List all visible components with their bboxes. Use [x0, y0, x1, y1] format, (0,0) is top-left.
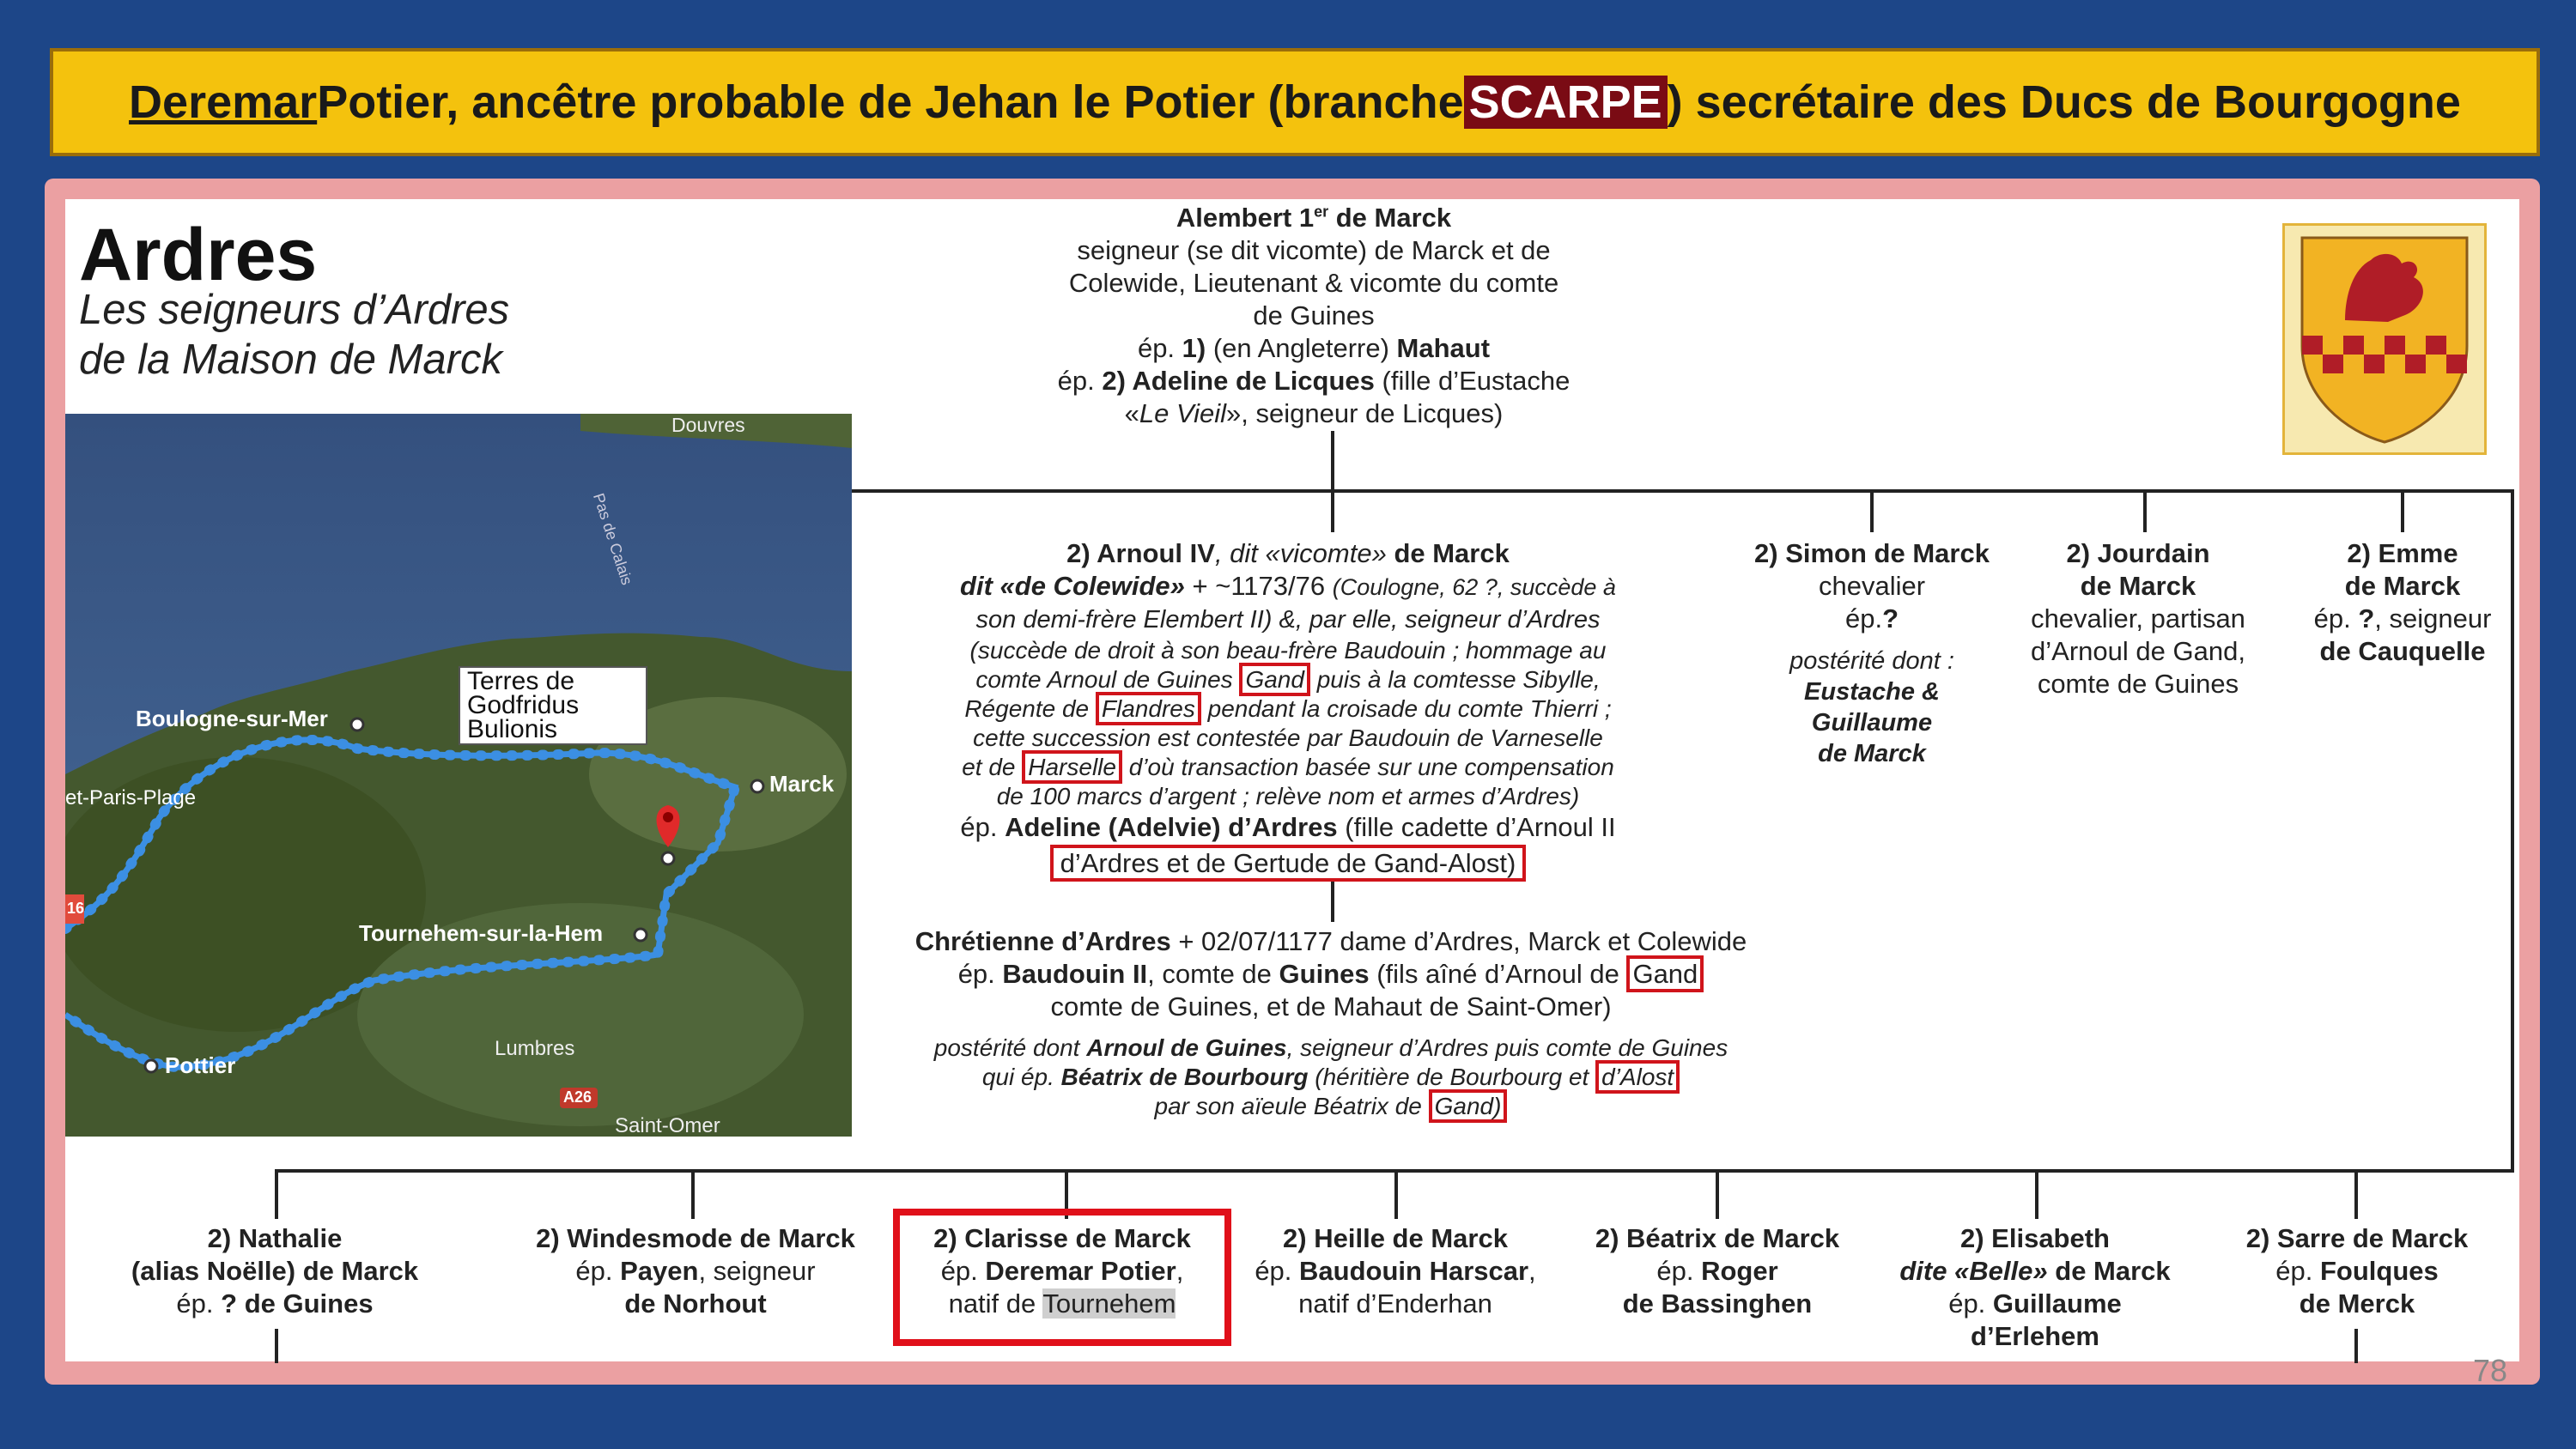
child-l2-pre: ép.: [575, 1256, 621, 1286]
tree-line: [1331, 489, 1334, 532]
map-label-douvres: Douvres: [671, 414, 745, 436]
emme-line-2: de Cauquelle: [2319, 636, 2486, 666]
child-l2-b: Roger: [1701, 1256, 1778, 1286]
child-l3-highlight: Tournehem: [1042, 1288, 1176, 1319]
alembert-line-3: de Guines: [1253, 300, 1375, 331]
child-name: 2) Nathalie: [207, 1223, 343, 1253]
chretienne-p2-b: Béatrix de Bourbourg: [1060, 1064, 1309, 1090]
coat-of-arms-icon: [2285, 226, 2484, 452]
arnoul-name-end: de Marck: [1386, 538, 1510, 568]
tree-line: [1331, 881, 1334, 922]
simon-posterity-3: Guillaume: [1811, 709, 1933, 737]
banner-highlight: SCARPE: [1464, 76, 1668, 129]
tree-line: [2035, 1169, 2038, 1219]
arnoul-line-3: son demi-frère Elembert II) &, par elle, seigneur d’Ardres: [975, 606, 1601, 634]
banner-text-post: ) secrétaire des Ducs de Bourgogne: [1667, 76, 2461, 128]
alembert-m2-l2-pre: «: [1124, 398, 1139, 429]
child-name: 2) Clarisse de Marck: [933, 1223, 1191, 1253]
chretienne-p2-pre: qui ép.: [981, 1064, 1061, 1090]
child-elisabeth: [1880, 1222, 2190, 1353]
child-l2-post: ,: [1176, 1256, 1184, 1286]
child-name: 2) Sarre de Marck: [2245, 1223, 2469, 1253]
coat-of-arms: [2282, 223, 2487, 455]
arnoul-colewide: dit «de Colewide»: [960, 571, 1185, 601]
child-name: 2) Béatrix de Marck: [1595, 1223, 1840, 1253]
tree-line: [2401, 489, 2404, 532]
arnoul-l5-pre: comte Arnoul de Guines: [975, 666, 1240, 693]
child-l2-b: Baudouin Harscar: [1299, 1256, 1529, 1286]
child-l2-bi: dite «Belle»: [1899, 1256, 2048, 1286]
person-chretienne: [859, 925, 1803, 1121]
child-name: 2) Windesmode de Marck: [536, 1223, 855, 1253]
satellite-map: [65, 414, 852, 1137]
child-windesmode: [507, 1222, 884, 1320]
arnoul-line-4: (succède de droit à son beau-frère Baudouin ; hommage au: [969, 637, 1607, 664]
map-label-boulogne: Boulogne-sur-Mer: [136, 706, 328, 731]
alembert-m2-name: 2) Adeline de Licques: [1102, 366, 1375, 397]
map-label-pottier: Pottier: [165, 1052, 236, 1078]
child-line-2: (alias Noëlle) de Marck: [131, 1256, 419, 1286]
arnoul-name: 2) Arnoul IV: [1066, 538, 1215, 568]
map-label-saint-omer: Saint-Omer: [615, 1114, 720, 1137]
child-l3-b: ? de Guines: [221, 1288, 374, 1319]
child-l2-b: Payen: [620, 1256, 699, 1286]
map-label-paris-plage: et-Paris-Plage: [65, 786, 197, 809]
simon-posterity: postérité dont :: [1789, 647, 1954, 675]
simon-posterity-2: Eustache &: [1804, 678, 1940, 706]
slide-title-banner: [50, 48, 2540, 156]
simon-name: 2) Simon de Marck: [1754, 538, 1990, 568]
alembert-name-end: de Marck: [1328, 203, 1452, 233]
alembert-line-2: Colewide, Lieutenant & vicomte du comte: [1068, 268, 1559, 299]
alembert-m1-mid: (en Angleterre): [1206, 333, 1397, 364]
arnoul-m1-post: (fille cadette d’Arnoul II: [1337, 812, 1616, 842]
banner-underlined-name: Deremar: [129, 76, 318, 128]
simon-l3-b: ?: [1882, 603, 1899, 634]
chretienne-l2-b2: Guines: [1279, 959, 1370, 989]
chretienne-p3-pre: par son aïeule Béatrix de: [1154, 1093, 1429, 1119]
emme-l1-post: , seigneur: [2374, 603, 2492, 634]
child-l2-pre: ép.: [1656, 1256, 1702, 1286]
tree-line: [1870, 489, 1874, 532]
arnoul-line-7: cette succession est contestée par Baudouin de Varneselle: [973, 724, 1603, 751]
jourdain-line-1: chevalier, partisan: [2031, 603, 2245, 634]
arnoul-l5-post: puis à la comtesse Sibylle,: [1309, 666, 1601, 693]
chretienne-p1-b: Arnoul de Guines: [1086, 1034, 1287, 1061]
person-emme: [2282, 537, 2523, 668]
alembert-m1-num: 1): [1182, 333, 1206, 364]
child-l2-pre: ép.: [2275, 1256, 2320, 1286]
jourdain-name-2: de Marck: [2080, 571, 2196, 601]
banner-text-pre: Potier, ancêtre probable de Jehan le Potier (branche: [317, 76, 1464, 128]
tree-line: [852, 489, 2514, 493]
child-clarisse: [902, 1222, 1223, 1320]
child-line-3: natif d’Enderhan: [1298, 1288, 1492, 1319]
arnoul-l8-pre: et de: [962, 754, 1023, 780]
emme-name-2: de Marck: [2344, 571, 2461, 601]
tree-line: [1394, 1169, 1398, 1219]
arnoul-line-9: de 100 marcs d’argent ; relève nom et armes d’Ardres): [996, 783, 1580, 809]
child-l3-b: Guillaume: [1992, 1288, 2122, 1319]
page-subtitle: [79, 285, 509, 385]
child-l3-pre: natif de: [948, 1288, 1043, 1319]
map-label-pas-de-calais: Pas de Calais: [589, 491, 636, 587]
arnoul-death: + ~1173/76: [1184, 571, 1333, 601]
child-heille: [1236, 1222, 1554, 1320]
child-l3-pre: ép.: [1948, 1288, 1993, 1319]
page-number: 78: [2473, 1353, 2508, 1388]
emme-name-1: 2) Emme: [2347, 538, 2458, 568]
arnoul-l5-box: Gand: [1239, 663, 1310, 696]
person-alembert: [927, 196, 1700, 430]
person-arnoul: [859, 537, 1717, 880]
map-callout: [459, 666, 647, 745]
alembert-line-1: seigneur (se dit vicomte) de Marck et de: [1077, 235, 1551, 266]
chretienne-l2-mid: , comte de: [1147, 959, 1279, 989]
chretienne-p2-box: d’Alost: [1595, 1060, 1680, 1094]
subtitle-line-2: de la Maison de Marck: [79, 336, 502, 383]
jourdain-line-3: comte de Guines: [2037, 669, 2239, 699]
person-simon: [1726, 537, 2018, 769]
alembert-sup: er: [1314, 203, 1329, 221]
page-title: Ardres: [79, 214, 318, 296]
child-name: 2) Elisabeth: [1960, 1223, 2110, 1253]
alembert-name: Alembert 1: [1176, 203, 1315, 233]
child-l4-b: d’Erlehem: [1971, 1321, 2099, 1351]
chretienne-p2-post: (héritière de Bourbourg et: [1308, 1064, 1596, 1090]
arnoul-l6-pre: Régente de: [964, 695, 1096, 722]
arnoul-l6-box: Flandres: [1096, 692, 1201, 725]
chretienne-line-3: comte de Guines, et de Mahaut de Saint-Omer): [1050, 991, 1612, 1022]
child-l3-b: de Norhout: [624, 1288, 767, 1319]
arnoul-m2-box: d’Ardres et de Gertude de Gand-Alost): [1050, 845, 1527, 882]
arnoul-l6-post: pendant la croisade du comte Thierri ;: [1200, 695, 1612, 722]
alembert-m2-post: (fille d’Eustache: [1374, 366, 1571, 397]
child-sarre: [2207, 1222, 2507, 1320]
alembert-m1-name: Mahaut: [1396, 333, 1491, 364]
child-l2-pre: ép.: [1255, 1256, 1300, 1286]
tree-line: [2354, 1169, 2358, 1219]
child-beatrix: [1563, 1222, 1872, 1320]
child-l2-pre: ép.: [940, 1256, 986, 1286]
arnoul-l8-box: Harselle: [1022, 750, 1122, 784]
map-graphic: [65, 414, 852, 1137]
map-label-lumbres: Lumbres: [495, 1037, 575, 1060]
jourdain-line-2: d’Arnoul de Gand,: [2031, 636, 2245, 666]
chretienne-name: Chrétienne d’Ardres: [914, 926, 1171, 956]
map-label-marck: Marck: [769, 771, 835, 797]
alembert-m2-pre: ép.: [1057, 366, 1103, 397]
arnoul-dit: , dit «vicomte»: [1214, 538, 1387, 568]
tree-line: [275, 1329, 278, 1363]
arnoul-m1-name: Adeline (Adelvie) d’Ardres: [1005, 812, 1338, 842]
chretienne-l2-pre: ép.: [957, 959, 1003, 989]
chretienne-line-1: + 02/07/1177 dame d’Ardres, Marck et Colewide: [1170, 926, 1747, 956]
tree-line: [2354, 1329, 2358, 1363]
emme-l1-b: ?: [2358, 603, 2375, 634]
tree-line: [2143, 489, 2147, 532]
child-l2-b: de Marck: [2047, 1256, 2171, 1286]
chretienne-l2-box: Gand: [1626, 955, 1704, 992]
tree-line: [691, 1169, 695, 1219]
child-l3-b: de Bassinghen: [1622, 1288, 1813, 1319]
callout-line-1: Terres de: [467, 667, 575, 695]
chretienne-l2-b1: Baudouin II: [1002, 959, 1148, 989]
callout-line-2: Godfridus: [467, 691, 580, 719]
child-l2-post: ,: [1528, 1256, 1536, 1286]
chretienne-p3-box: Gand): [1429, 1089, 1508, 1123]
simon-line-2: chevalier: [1818, 571, 1926, 601]
callout-line-3: Bulionis: [467, 715, 558, 743]
child-nathalie: [94, 1222, 455, 1320]
child-l3-b: de Merck: [2299, 1288, 2415, 1319]
tree-line: [1331, 431, 1334, 489]
person-jourdain: [2009, 537, 2267, 700]
child-l2-b: Foulques: [2319, 1256, 2439, 1286]
child-l2-b: Deremar Potier: [985, 1256, 1176, 1286]
simon-posterity-4: de Marck: [1818, 740, 1926, 767]
tree-line: [1716, 1169, 1719, 1219]
child-name: 2) Heille de Marck: [1283, 1223, 1508, 1253]
chretienne-l2-post: (fils aîné d’Arnoul de: [1369, 959, 1627, 989]
arnoul-m1-pre: ép.: [960, 812, 1005, 842]
emme-l1-pre: ép.: [2313, 603, 2359, 634]
chretienne-p1-pre: postérité dont: [933, 1034, 1087, 1061]
arnoul-l8-post: d’où transaction basée sur une compensation: [1121, 754, 1614, 780]
map-label-a26: A26: [563, 1088, 592, 1106]
chretienne-p1-post: , seigneur d’Ardres puis comte de Guines: [1286, 1034, 1728, 1061]
child-l2-post: , seigneur: [698, 1256, 816, 1286]
simon-l3-pre: ép.: [1844, 603, 1883, 634]
child-l3-pre: ép.: [176, 1288, 222, 1319]
map-label-tournehem: Tournehem-sur-la-Hem: [359, 920, 604, 946]
alembert-m1-pre: ép.: [1137, 333, 1182, 364]
arnoul-h2-italic: (Coulogne, 62 ?, succède à: [1332, 574, 1616, 600]
map-label-16: 16: [67, 900, 85, 917]
tree-line: [275, 1169, 278, 1219]
alembert-m2-l2-it: Le Vieil: [1139, 398, 1227, 429]
jourdain-name-1: 2) Jourdain: [2066, 538, 2210, 568]
alembert-m2-l2-post: », seigneur de Licques): [1226, 398, 1504, 429]
subtitle-line-1: Les seigneurs d’Ardres: [79, 287, 510, 333]
